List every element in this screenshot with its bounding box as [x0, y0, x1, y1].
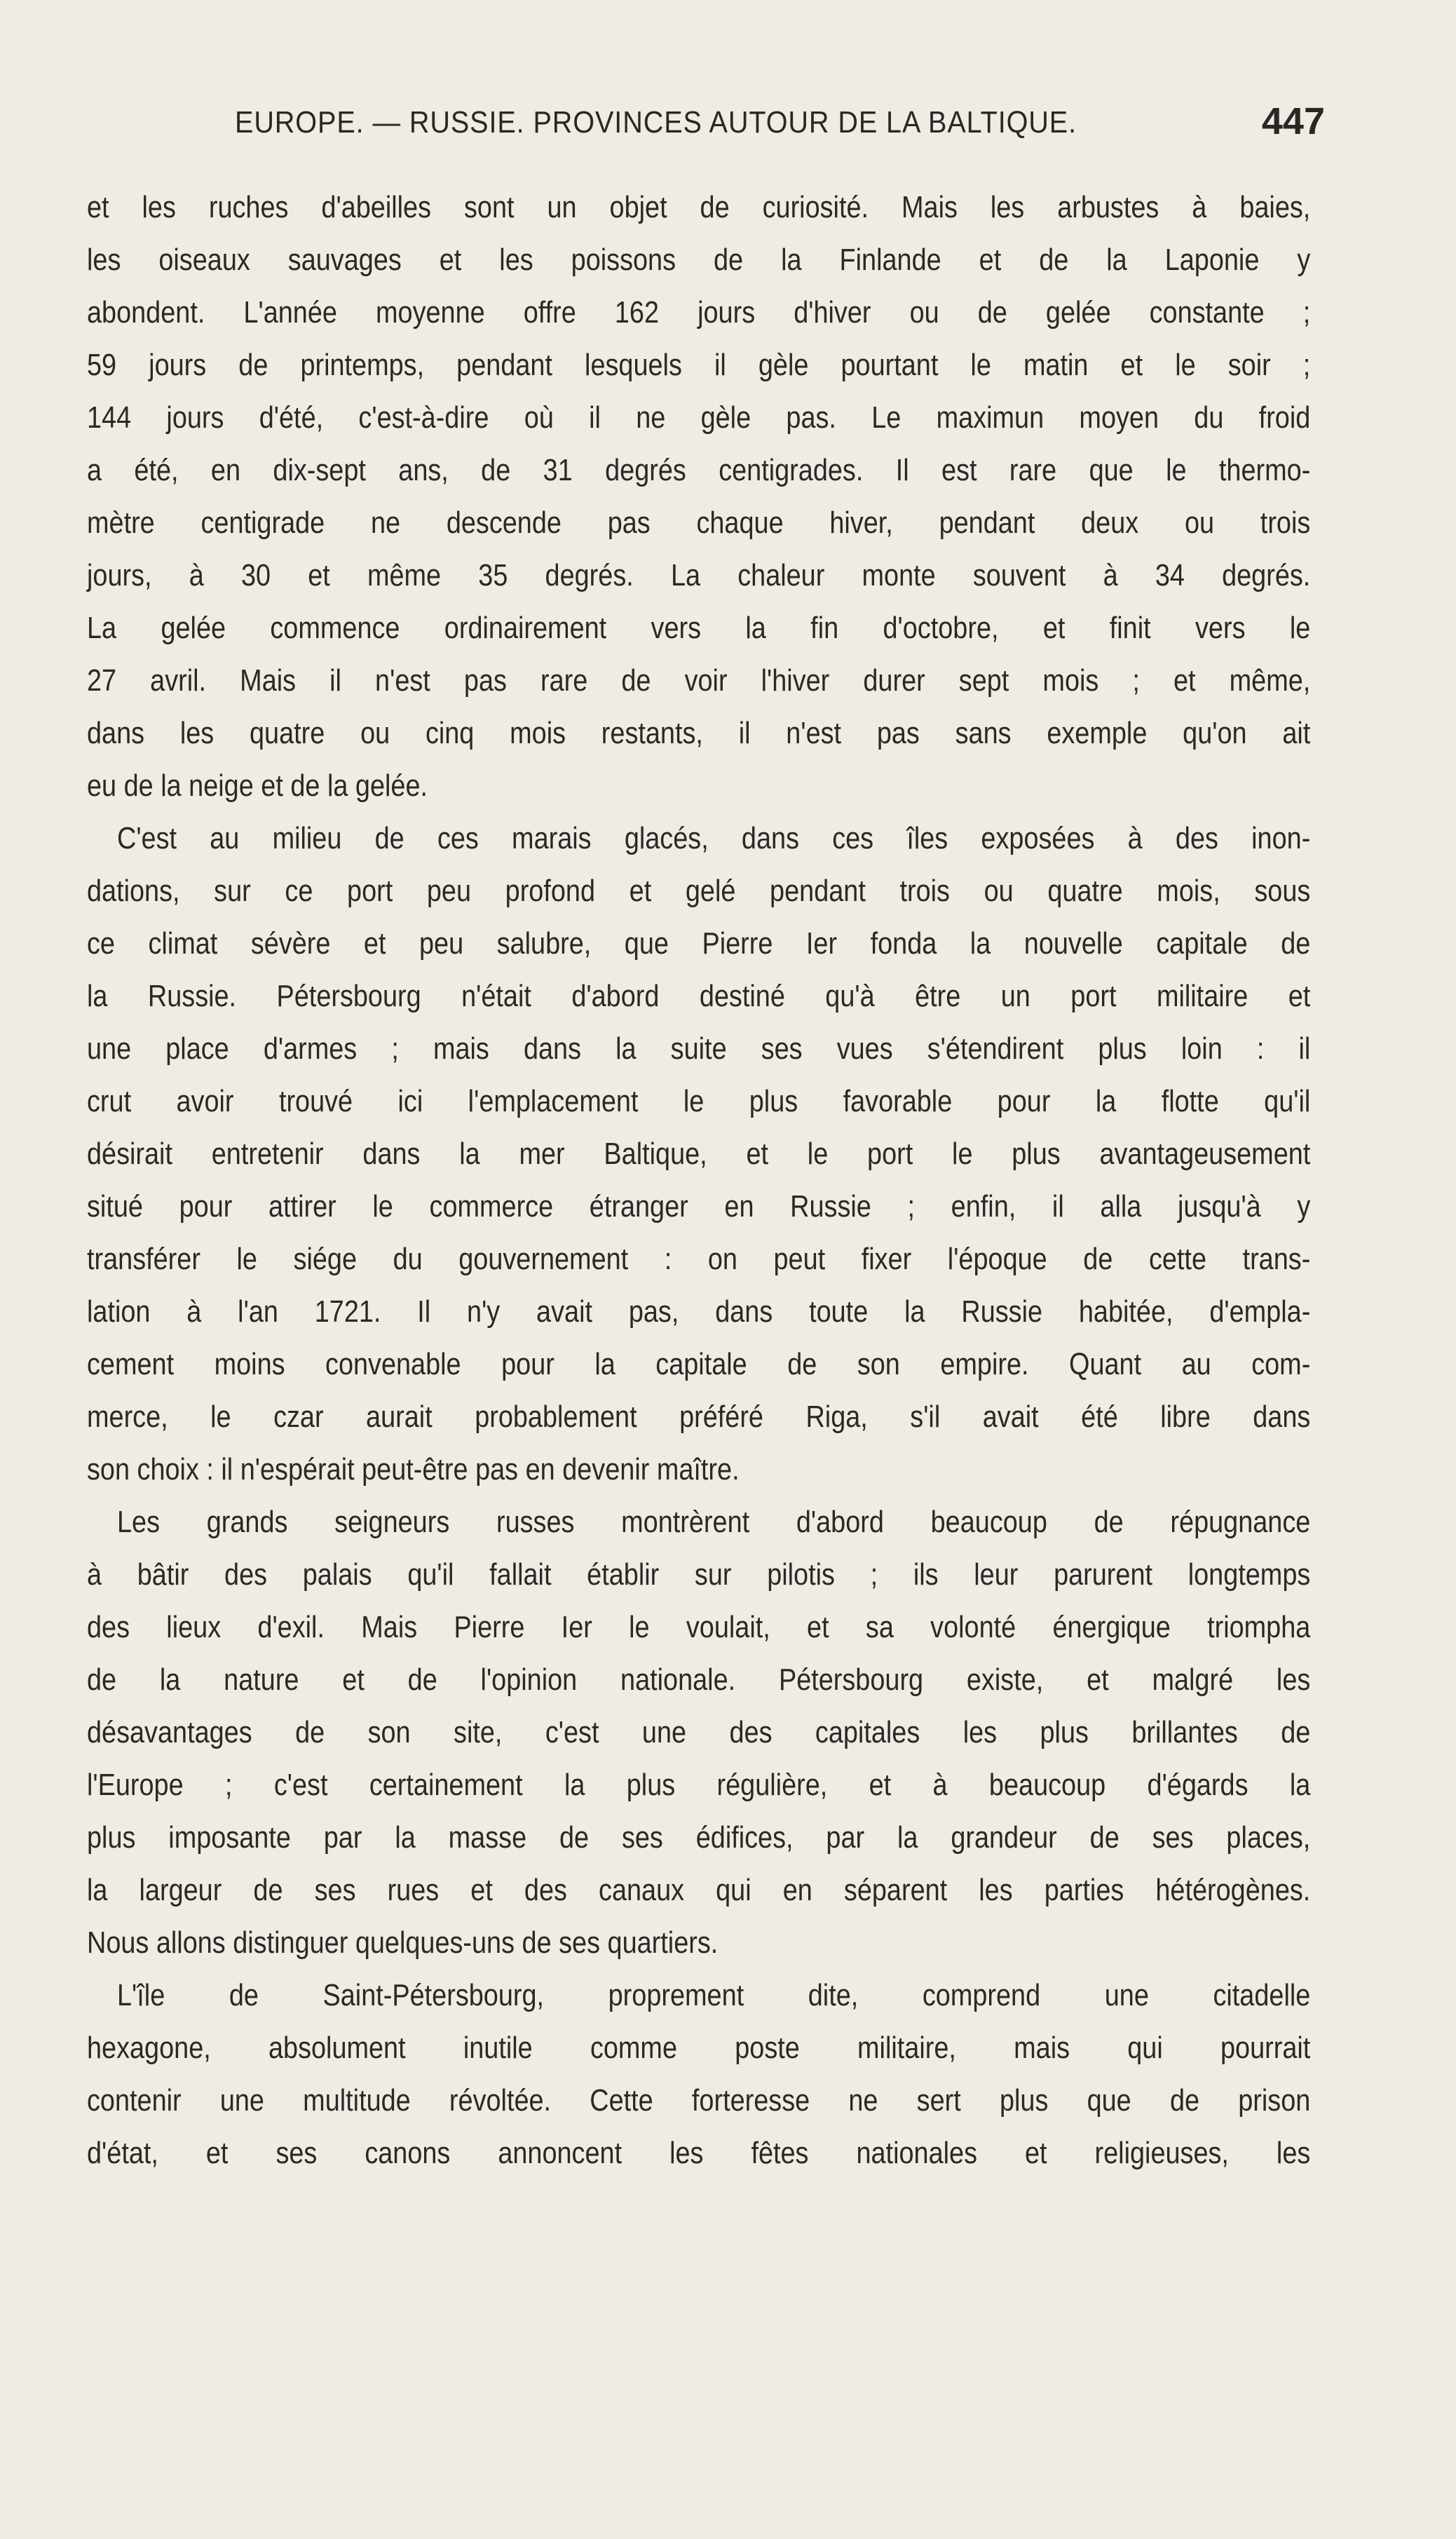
text-line: à bâtir des palais qu'il fallait établir sur pilotis ; ils leur parurent longtemps — [87, 1557, 1311, 1592]
text-line: et les ruches d'abeilles sont un objet de curiosité. Mais les arbustes à baies, — [87, 190, 1311, 224]
text-line: hexagone, absolument inutile comme poste militaire, mais qui pourrait — [87, 2031, 1311, 2065]
text-line: Nous allons distinguer quelques-uns de ses quartiers. — [87, 1925, 719, 1960]
text-line: crut avoir trouvé ici l'emplacement le plus favorable pour la flotte qu'il — [87, 1084, 1311, 1118]
text-line: dans les quatre ou cinq mois restants, il n'est pas sans exemple qu'on ait — [87, 716, 1311, 750]
text-line: des lieux d'exil. Mais Pierre Ier le voulait, et sa volonté énergique triompha — [87, 1610, 1311, 1644]
text-line: Les grands seigneurs russes montrèrent d'abord beaucoup de répugnance — [117, 1505, 1311, 1539]
text-line: cement moins convenable pour la capitale de son empire. Quant au com- — [87, 1347, 1311, 1381]
text-line: ce climat sévère et peu salubre, que Pierre Ier fonda la nouvelle capitale de — [87, 926, 1311, 961]
text-line: son choix : il n'espérait peut-être pas en devenir maître. — [87, 1452, 740, 1487]
text-line: de la nature et de l'opinion nationale. Pétersbourg existe, et malgré les — [87, 1663, 1311, 1697]
running-head: EUROPE. — RUSSIE. PROVINCES AUTOUR DE LA BALTIQUE. — [235, 105, 1077, 140]
text-line: La gelée commence ordinairement vers la fin d'octobre, et finit vers le — [87, 611, 1311, 645]
text-line: d'état, et ses canons annoncent les fêtes nationales et religieuses, les — [87, 2136, 1311, 2170]
text-line: 144 jours d'été, c'est-à-dire où il ne gèle pas. Le maximun moyen du froid — [87, 400, 1311, 435]
text-line: désirait entretenir dans la mer Baltique, et le port le plus avantageusement — [87, 1137, 1311, 1171]
text-line: C'est au milieu de ces marais glacés, dans ces îles exposées à des inon- — [117, 821, 1311, 855]
text-line: 59 jours de printemps, pendant lesquels il gèle pourtant le matin et le soir ; — [87, 348, 1311, 382]
text-line: merce, le czar aurait probablement préféré Riga, s'il avait été libre dans — [87, 1400, 1311, 1434]
text-line: situé pour attirer le commerce étranger en Russie ; enfin, il alla jusqu'à y — [87, 1189, 1311, 1224]
text-line: la Russie. Pétersbourg n'était d'abord destiné qu'à être un port militaire et — [87, 979, 1311, 1013]
page-number: 447 — [1261, 100, 1325, 142]
page-header — [235, 100, 1325, 154]
text-line: jours, à 30 et même 35 degrés. La chaleur monte souvent à 34 degrés. — [87, 558, 1311, 593]
text-line: les oiseaux sauvages et les poissons de la Finlande et de la Laponie y — [87, 243, 1311, 277]
text-line: a été, en dix-sept ans, de 31 degrés centigrades. Il est rare que le thermo- — [87, 453, 1311, 487]
text-line: lation à l'an 1721. Il n'y avait pas, dans toute la Russie habitée, d'empla- — [87, 1294, 1311, 1329]
text-line: dations, sur ce port peu profond et gelé pendant trois ou quatre mois, sous — [87, 874, 1311, 908]
body-text — [87, 181, 1310, 2179]
text-line: la largeur de ses rues et des canaux qui en séparent les parties hétérogènes. — [87, 1873, 1311, 1907]
text-line: l'Europe ; c'est certainement la plus régulière, et à beaucoup d'égards la — [87, 1768, 1311, 1802]
text-line: plus imposante par la masse de ses édifices, par la grandeur de ses places, — [87, 1820, 1311, 1855]
text-line: eu de la neige et de la gelée. — [87, 769, 428, 803]
text-line: contenir une multitude révoltée. Cette forteresse ne sert plus que de prison — [87, 2083, 1311, 2118]
text-line: une place d'armes ; mais dans la suite ses vues s'étendirent plus loin : il — [87, 1031, 1311, 1066]
text-line: mètre centigrade ne descende pas chaque hiver, pendant deux ou trois — [87, 506, 1311, 540]
text-line: désavantages de son site, c'est une des capitales les plus brillantes de — [87, 1715, 1311, 1749]
text-line: L'île de Saint-Pétersbourg, proprement dite, comprend une citadelle — [117, 1978, 1311, 2012]
text-line: 27 avril. Mais il n'est pas rare de voir l'hiver durer sept mois ; et même, — [87, 663, 1311, 698]
text-line: abondent. L'année moyenne offre 162 jours d'hiver ou de gelée constante ; — [87, 295, 1311, 330]
text-line: transférer le siége du gouvernement : on peut fixer l'époque de cette trans- — [87, 1242, 1311, 1276]
